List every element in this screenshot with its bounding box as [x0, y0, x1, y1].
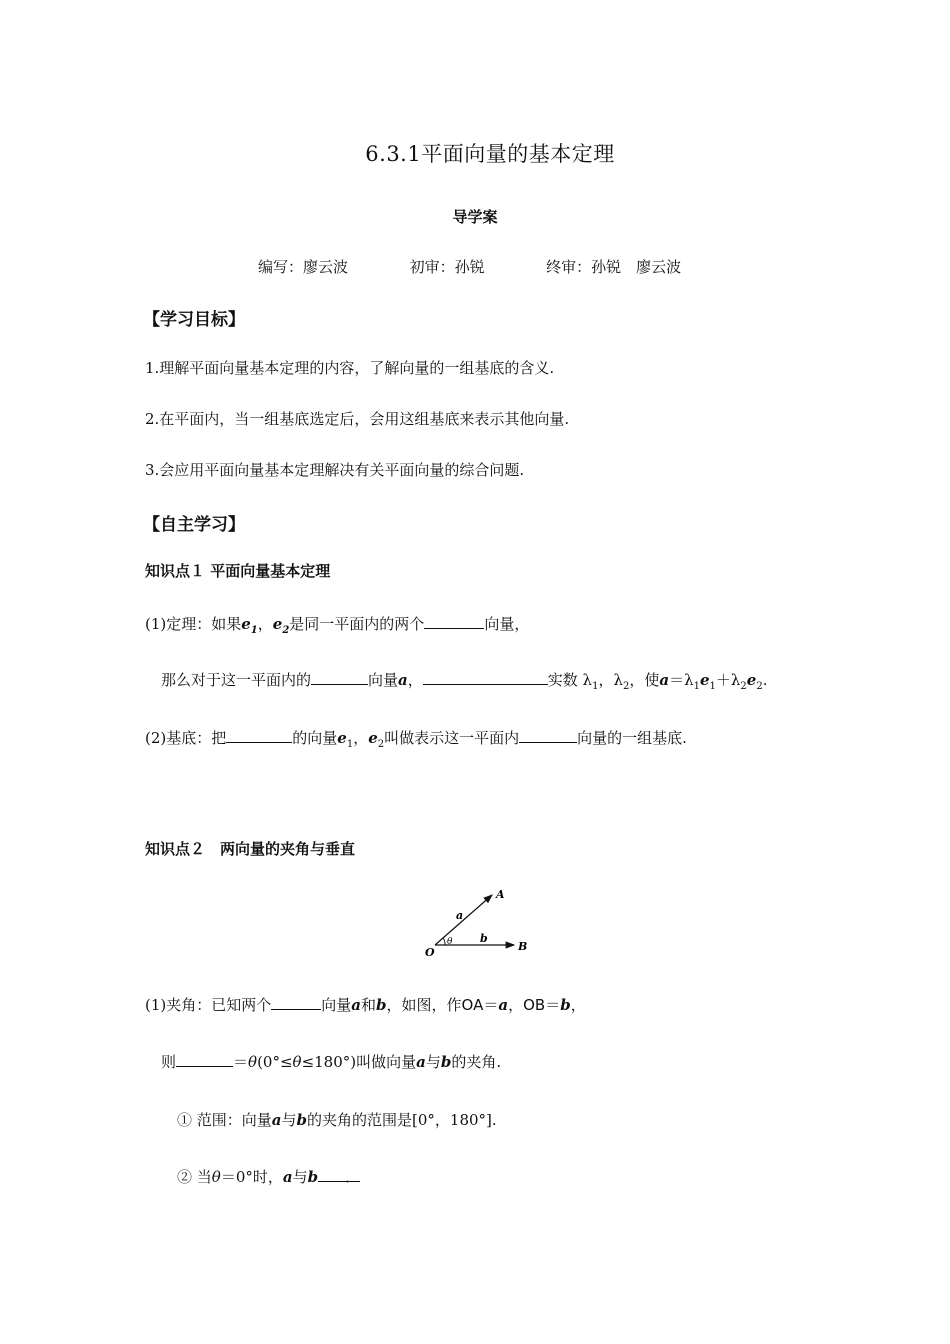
- author-label: 编写：廖云波: [258, 258, 349, 276]
- label-a: a: [456, 909, 464, 922]
- fill-blank[interactable]: [311, 669, 368, 685]
- goal-item: 1.理解平面向量基本定理的内容，了解向量的一组基底的含义.: [145, 359, 555, 377]
- page-title: 6.3.1平面向量的基本定理: [365, 142, 615, 166]
- label-theta: θ: [447, 937, 453, 947]
- knowledge-point-1-title: 知识点１ 平面向量基本定理: [145, 562, 331, 580]
- kp1-basis-line: (2)基底：把 的向量$e_1$，$e_2$叫做表示这一平面内 向量的一组基底.: [145, 729, 687, 750]
- knowledge-point-2-title: 知识点２ 两向量的夹角与垂直: [145, 840, 356, 858]
- kp1-theorem-line: (1)定理：如果$e_1$，$e_2$是同一平面内的两个 向量，: [145, 615, 530, 636]
- self-study-heading: 【自主学习】: [143, 515, 245, 535]
- label-b: b: [480, 932, 488, 945]
- review2-label: 终审：孙锐 廖云波: [546, 258, 682, 276]
- goal-item: 3.会应用平面向量基本定理解决有关平面向量的综合问题.: [145, 461, 525, 479]
- fill-blank[interactable]: [424, 613, 484, 629]
- label-O: O: [425, 946, 435, 959]
- fill-blank[interactable]: [226, 727, 292, 743]
- fill-blank[interactable]: [519, 727, 577, 743]
- kp1-theorem-line-2: 那么对于这一平面内的 向量a， 实数 $\lambda_1$，$\lambda_2$，使$a=\lambda_1e_1+\lambda_2e_2$.: [161, 671, 768, 692]
- page-subtitle: 导学案: [452, 208, 498, 226]
- fill-blank[interactable]: [423, 669, 548, 685]
- fill-blank[interactable]: [271, 994, 321, 1010]
- kp2-angle-def-line: (1)夹角：已知两个 向量a和b，如图，作OA＝a，OB＝b，: [145, 996, 586, 1014]
- kp2-zero-angle-line: ② 当θ＝0°时，a与b ．: [177, 1168, 361, 1186]
- kp2-range-line: ① 范围：向量a与b的夹角的范围是[0°，180°].: [177, 1111, 497, 1129]
- angle-figure: [418, 882, 538, 962]
- label-B: B: [518, 940, 528, 953]
- goals-heading: 【学习目标】: [143, 310, 245, 330]
- goal-item: 2.在平面内，当一组基底选定后，会用这组基底来表示其他向量.: [145, 410, 570, 428]
- authors-line: [258, 256, 681, 277]
- kp2-angle-def-line-2: 则 ＝θ(0°≤θ≤180°)叫做向量a与b的夹角.: [161, 1053, 502, 1071]
- fill-blank[interactable]: [176, 1051, 233, 1067]
- fill-blank[interactable]: ．: [318, 1166, 360, 1182]
- review1-label: 初审：孙锐: [409, 258, 485, 276]
- label-A: A: [496, 888, 505, 901]
